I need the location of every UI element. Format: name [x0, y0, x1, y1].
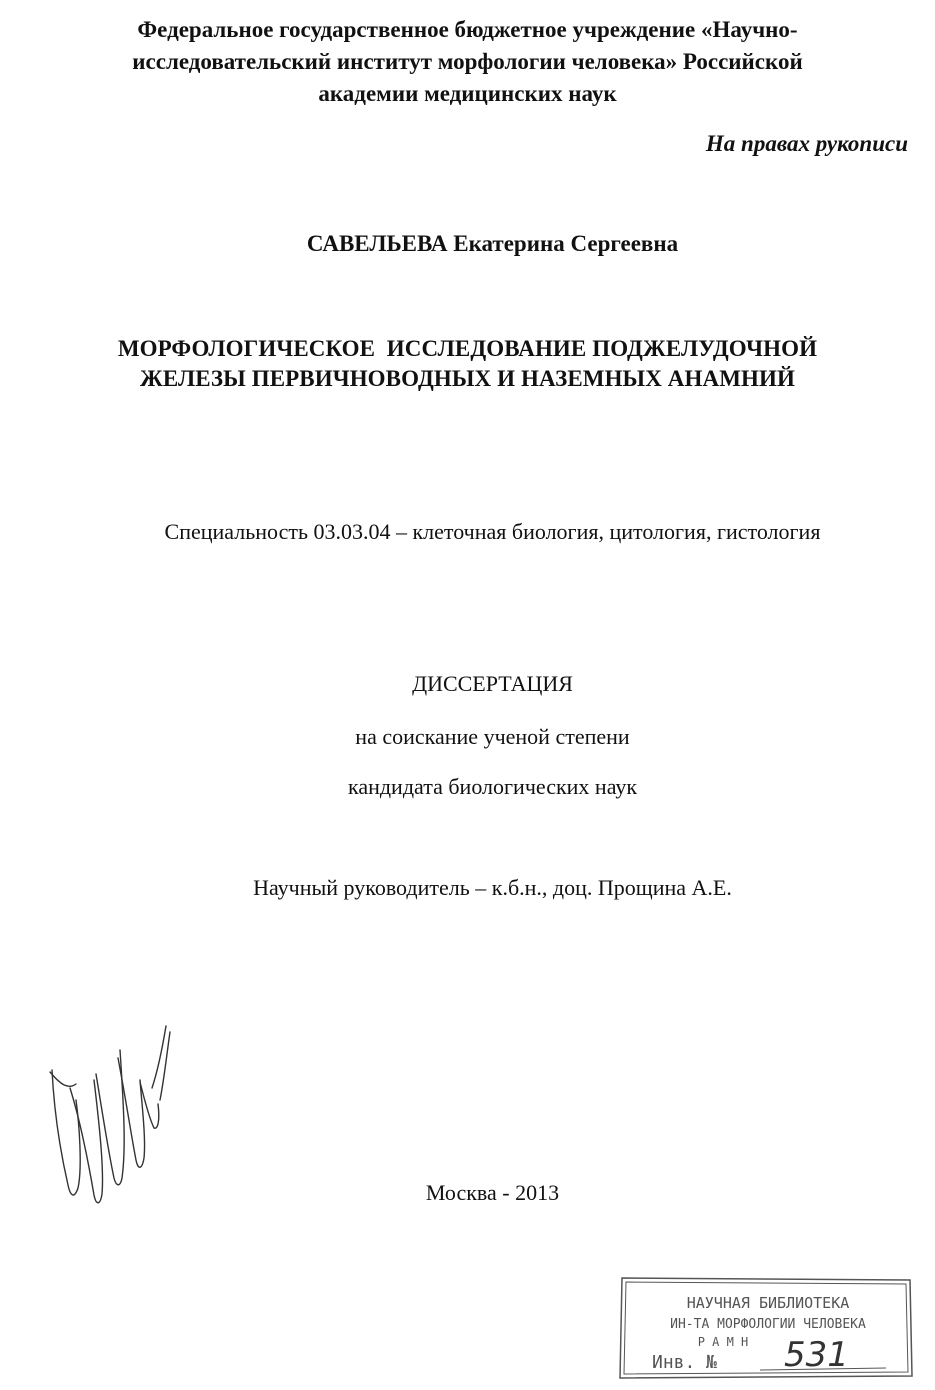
stamp-line-3: Р А М Н [697, 1335, 749, 1349]
title-line-2: ЖЕЛЕЗЫ ПЕРВИЧНОВОДНЫХ И НАЗЕМНЫХ АНАМНИЙ [139, 366, 795, 391]
title-line-1: МОРФОЛОГИЧЕСКОЕ ИССЛЕДОВАНИЕ ПОДЖЕЛУДОЧНОЙ [117, 336, 818, 361]
degree-line-1: на соискание ученой степени [355, 724, 630, 749]
institution-line-1: Федеральное государственное бюджетное учреждение «Научно- [137, 17, 798, 42]
library-stamp [618, 1272, 916, 1384]
stamp-line-2: ИН-ТА МОРФОЛОГИИ ЧЕЛОВЕКА [670, 1317, 866, 1332]
specialty: Специальность 03.03.04 – клеточная биология, цитология, гистология [164, 519, 821, 544]
stamp-line-1: НАУЧНАЯ БИБЛИОТЕКА [686, 1294, 850, 1312]
degree-line-2: кандидата биологических наук [347, 774, 638, 799]
handwritten-signature [40, 1010, 180, 1220]
author-name: САВЕЛЬЕВА Екатерина Сергеевна [306, 231, 679, 256]
supervisor: Научный руководитель – к.б.н., доц. Прощина А.Е. [253, 875, 732, 900]
institution-header [60, 14, 875, 110]
document-type: ДИССЕРТАЦИЯ [412, 671, 573, 696]
institution-line-3: академии медицинских наук [318, 81, 617, 106]
stamp-inv-number: 531 [784, 1335, 849, 1375]
stamp-inv-label: Инв. № [652, 1352, 718, 1373]
institution-line-2: исследовательский институт морфологии человека» Российской [132, 49, 803, 74]
stamp-graphic [618, 1272, 916, 1384]
city-year: Москва - 2013 [425, 1180, 560, 1205]
dissertation-title [0, 334, 935, 394]
rights-note: На правах рукописи [705, 131, 908, 156]
